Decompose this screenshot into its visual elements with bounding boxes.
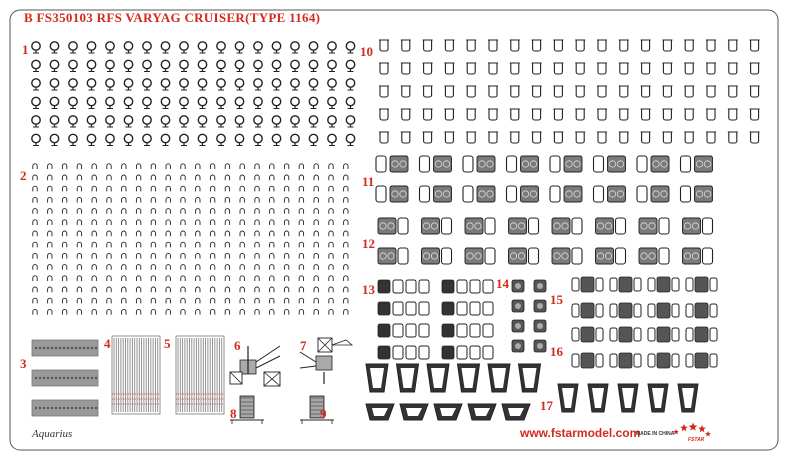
part-number-17: 17 — [540, 398, 553, 413]
part-13-panels — [378, 280, 493, 359]
part-11-hatches — [376, 156, 713, 202]
part-number-2: 2 — [20, 168, 27, 183]
part-2-arches — [33, 164, 348, 315]
part-number-5: 5 — [164, 336, 171, 351]
maker-signature: Aquarius — [32, 428, 73, 440]
sheet-title: B FS350103 RFS VARYAG CRUISER(TYPE 1164) — [24, 10, 321, 25]
part-number-3: 3 — [20, 356, 27, 371]
part-17-shields — [366, 364, 698, 420]
part-16-hatches — [572, 327, 717, 368]
part-number-1: 1 — [22, 42, 29, 57]
part-4-grille — [112, 336, 160, 414]
part-7-frame — [300, 338, 352, 384]
part-14-plates — [512, 280, 546, 352]
made-in-label: MADE IN CHINA — [636, 431, 675, 437]
brand-logo-text: FSTAR — [688, 437, 705, 443]
part-9-ladder — [300, 396, 334, 424]
part-1-eyelets — [32, 42, 355, 146]
part-5-grille — [176, 336, 224, 414]
part-number-6: 6 — [234, 338, 241, 353]
part-12-hatches — [378, 218, 713, 264]
website-url: www.fstarmodel.com — [520, 426, 641, 440]
brand-stars — [673, 423, 711, 437]
part-number-11: 11 — [362, 174, 375, 189]
part-number-7: 7 — [300, 338, 307, 353]
part-3-strips — [32, 340, 98, 416]
part-number-16: 16 — [550, 344, 563, 359]
part-15-hatches — [572, 277, 717, 318]
part-number-13: 13 — [362, 282, 375, 297]
part-number-8: 8 — [230, 406, 237, 421]
part-number-12: 12 — [362, 236, 375, 251]
part-10-frames — [379, 40, 760, 143]
part-number-15: 15 — [550, 292, 563, 307]
part-number-14: 14 — [496, 276, 509, 291]
part-number-4: 4 — [104, 336, 111, 351]
part-number-9: 9 — [320, 406, 327, 421]
part-number-10: 10 — [360, 44, 373, 59]
